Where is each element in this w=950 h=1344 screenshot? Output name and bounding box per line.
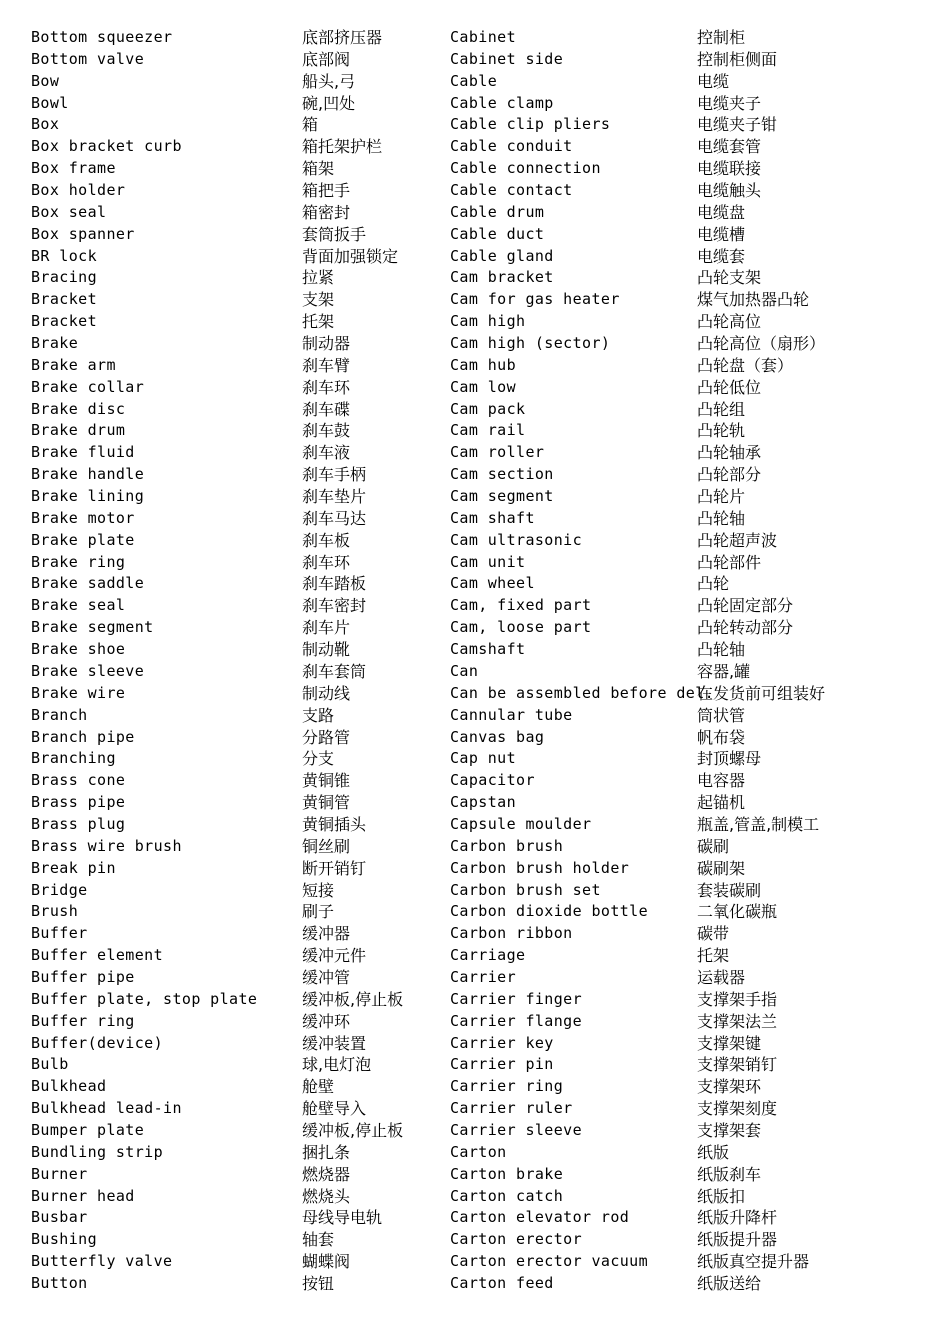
chinese-term-right: 筒状管 [697, 705, 746, 725]
chinese-term-left: 缓冲装置 [302, 1033, 367, 1053]
english-term-left: Box seal [31, 202, 107, 221]
glossary-row [0, 377, 950, 399]
english-term-right: Cam rail [450, 421, 526, 440]
english-term-right: Carbon brush set [450, 880, 601, 899]
english-term-right: Cam high [450, 312, 526, 331]
english-term-right: Capsule moulder [450, 814, 592, 833]
chinese-term-left: 制动器 [302, 334, 351, 354]
chinese-term-right: 凸轮转动部分 [697, 618, 794, 638]
chinese-term-left: 球,电灯泡 [302, 1055, 372, 1075]
chinese-term-right: 控制柜 [697, 28, 746, 47]
glossary-row [0, 923, 950, 945]
chinese-term-left: 制动靴 [302, 640, 351, 660]
english-term-right: Cable clip pliers [450, 115, 611, 134]
english-term-right: Carton catch [450, 1186, 564, 1205]
chinese-term-right: 起锚机 [697, 793, 746, 813]
glossary-row [0, 683, 950, 705]
chinese-term-right: 帆布袋 [697, 727, 746, 747]
glossary-row [0, 136, 950, 158]
chinese-term-left: 缓冲板,停止板 [302, 989, 404, 1009]
english-term-right: Carrier key [450, 1033, 554, 1052]
english-term-left: Bracket [31, 312, 98, 331]
chinese-term-left: 缓冲器 [302, 924, 351, 944]
english-term-left: Brass wire brush [31, 836, 182, 855]
english-term-left: Brake segment [31, 618, 154, 637]
english-term-right: Cap nut [450, 749, 517, 768]
english-term-right: Camshaft [450, 640, 526, 659]
english-term-right: Cam, fixed part [450, 596, 592, 615]
chinese-term-right: 凸轮低位 [697, 377, 762, 397]
chinese-term-left: 托架 [302, 312, 335, 332]
glossary-row [0, 792, 950, 814]
chinese-term-right: 凸轮轴 [697, 508, 746, 528]
chinese-term-left: 按钮 [302, 1273, 335, 1293]
english-term-left: BR lock [31, 246, 98, 265]
english-term-right: Carton erector vacuum [450, 1252, 649, 1271]
english-term-right: Carton brake [450, 1164, 564, 1183]
chinese-term-right: 凸轮支架 [697, 268, 762, 288]
english-term-right: Cam wheel [450, 574, 535, 593]
english-term-left: Bushing [31, 1230, 98, 1249]
english-term-left: Bundling strip [31, 1142, 164, 1161]
english-term-right: Cable drum [450, 202, 545, 221]
chinese-term-right: 电容器 [697, 771, 746, 791]
english-term-right: Cam high (sector) [450, 334, 611, 353]
chinese-term-left: 分路管 [302, 727, 351, 747]
chinese-term-right: 凸轮组 [697, 399, 746, 419]
chinese-term-right: 碳刷 [697, 836, 730, 856]
english-term-left: Brass cone [31, 771, 126, 790]
english-term-right: Cam bracket [450, 268, 554, 287]
glossary-row [0, 1142, 950, 1164]
glossary-row [0, 49, 950, 71]
chinese-term-right: 纸版真空提升器 [697, 1252, 810, 1272]
glossary-row [0, 420, 950, 442]
chinese-term-left: 缓冲元件 [302, 946, 367, 966]
english-term-left: Brake ring [31, 552, 126, 571]
chinese-term-left: 母线导电轨 [302, 1208, 383, 1228]
english-term-left: Break pin [31, 858, 116, 877]
glossary-row [0, 114, 950, 136]
chinese-term-left: 黄铜插头 [302, 814, 367, 834]
chinese-term-left: 船头,弓 [302, 71, 356, 91]
english-term-right: Cam for gas heater [450, 290, 620, 309]
chinese-term-left: 刹车密封 [302, 596, 367, 616]
chinese-term-left: 分支 [302, 749, 335, 769]
english-term-right: Cable clamp [450, 93, 554, 112]
chinese-term-left: 刹车液 [302, 443, 351, 463]
english-term-right: Cabinet side [450, 49, 564, 68]
chinese-term-right: 凸轮片 [697, 487, 746, 507]
chinese-term-right: 纸版送给 [697, 1273, 762, 1293]
chinese-term-left: 短接 [302, 880, 335, 900]
chinese-term-right: 纸版提升器 [697, 1230, 778, 1250]
english-term-right: Carbon brush [450, 836, 564, 855]
english-term-right: Cam unit [450, 552, 526, 571]
english-term-right: Cannular tube [450, 705, 573, 724]
english-term-left: Brake lining [31, 487, 145, 506]
english-term-right: Carbon brush holder [450, 858, 630, 877]
chinese-term-right: 运载器 [697, 967, 746, 987]
glossary-row [0, 1011, 950, 1033]
english-term-left: Branch [31, 705, 88, 724]
english-term-right: Carrier pin [450, 1055, 554, 1074]
english-term-left: Bowl [31, 93, 69, 112]
glossary-row [0, 901, 950, 923]
chinese-term-left: 蝴蝶阀 [302, 1252, 351, 1272]
chinese-term-left: 缓冲板,停止板 [302, 1120, 404, 1140]
english-term-left: Butterfly valve [31, 1252, 173, 1271]
chinese-term-right: 支撑架键 [697, 1033, 762, 1053]
chinese-term-right: 支撑架法兰 [697, 1011, 778, 1031]
english-term-right: Cam segment [450, 487, 554, 506]
chinese-term-left: 刹车马达 [302, 508, 367, 528]
chinese-term-right: 凸轮固定部分 [697, 596, 794, 616]
english-term-left: Bulb [31, 1055, 69, 1074]
chinese-term-right: 支撑架手指 [697, 989, 778, 1009]
chinese-term-left: 拉紧 [302, 268, 335, 288]
glossary-row [0, 202, 950, 224]
glossary-row [0, 158, 950, 180]
english-term-left: Buffer element [31, 946, 164, 965]
chinese-term-right: 电缆套管 [697, 137, 762, 157]
chinese-term-left: 燃烧头 [302, 1186, 351, 1206]
glossary-row [0, 224, 950, 246]
chinese-term-left: 箱架 [302, 159, 335, 179]
chinese-term-left: 刹车板 [302, 530, 351, 550]
glossary-row [0, 464, 950, 486]
glossary-row [0, 311, 950, 333]
english-term-left: Buffer pipe [31, 967, 135, 986]
english-term-left: Brake arm [31, 355, 116, 374]
glossary-row [0, 355, 950, 377]
glossary-row [0, 1054, 950, 1076]
english-term-left: Brake fluid [31, 443, 135, 462]
chinese-term-left: 制动线 [302, 683, 351, 703]
chinese-term-left: 背面加强锁定 [302, 246, 399, 266]
english-term-right: Carton erector [450, 1230, 583, 1249]
glossary-row [0, 858, 950, 880]
chinese-term-right: 凸轮高位（扇形） [697, 334, 826, 354]
glossary-row [0, 399, 950, 421]
english-term-right: Can [450, 661, 479, 680]
glossary-row [0, 1076, 950, 1098]
english-term-right: Cam pack [450, 399, 526, 418]
glossary-row [0, 989, 950, 1011]
english-term-right: Cam section [450, 465, 554, 484]
chinese-term-right: 凸轮部分 [697, 465, 762, 485]
glossary-row [0, 486, 950, 508]
glossary-row [0, 617, 950, 639]
chinese-term-right: 纸版 [697, 1142, 730, 1162]
glossary-row [0, 552, 950, 574]
chinese-term-right: 二氧化碳瓶 [697, 902, 778, 922]
english-term-right: Canvas bag [450, 727, 545, 746]
chinese-term-left: 箱 [302, 115, 319, 135]
chinese-term-left: 刹车套筒 [302, 661, 367, 681]
chinese-term-right: 电缆套 [697, 246, 746, 266]
glossary-row [0, 639, 950, 661]
chinese-term-left: 支路 [302, 705, 335, 725]
english-term-left: Buffer plate, stop plate [31, 989, 258, 1008]
english-term-right: Cam shaft [450, 508, 535, 527]
glossary-row [0, 93, 950, 115]
english-term-left: Box bracket curb [31, 137, 182, 156]
chinese-term-left: 刹车踏板 [302, 574, 367, 594]
glossary-row [0, 333, 950, 355]
chinese-term-right: 电缆槽 [697, 224, 746, 244]
chinese-term-right: 凸轮轴承 [697, 443, 762, 463]
glossary-row [0, 289, 950, 311]
glossary-row [0, 727, 950, 749]
glossary-row [0, 661, 950, 683]
chinese-term-left: 箱密封 [302, 202, 351, 222]
english-term-left: Bulkhead [31, 1077, 107, 1096]
english-term-right: Carrier finger [450, 989, 583, 1008]
glossary-row [0, 967, 950, 989]
chinese-term-right: 凸轮轨 [697, 421, 746, 441]
glossary-row [0, 573, 950, 595]
english-term-left: Branch pipe [31, 727, 135, 746]
glossary-row [0, 1098, 950, 1120]
english-term-right: Cam roller [450, 443, 545, 462]
glossary-row [0, 246, 950, 268]
chinese-term-left: 刹车环 [302, 552, 351, 572]
glossary-row [0, 1033, 950, 1055]
english-term-left: Brush [31, 902, 79, 921]
english-term-left: Button [31, 1273, 88, 1292]
english-term-right: Carton feed [450, 1273, 554, 1292]
chinese-term-right: 电缆 [697, 71, 730, 91]
chinese-term-right: 封顶螺母 [697, 749, 762, 769]
chinese-term-right: 支撑架套 [697, 1120, 762, 1140]
english-term-left: Bottom squeezer [31, 28, 173, 46]
english-term-right: Carrier sleeve [450, 1120, 583, 1139]
chinese-term-left: 黄铜锥 [302, 771, 351, 791]
glossary-row [0, 595, 950, 617]
english-term-right: Cable duct [450, 224, 545, 243]
glossary-row [0, 1120, 950, 1142]
glossary-row [0, 814, 950, 836]
glossary-row [0, 705, 950, 727]
glossary-row [0, 770, 950, 792]
chinese-term-left: 刹车碟 [302, 399, 351, 419]
glossary-row [0, 945, 950, 967]
chinese-term-left: 刹车鼓 [302, 421, 351, 441]
english-term-left: Bow [31, 71, 60, 90]
english-term-left: Buffer [31, 924, 88, 943]
english-term-left: Bracing [31, 268, 98, 287]
english-term-left: Brake disc [31, 399, 126, 418]
chinese-term-right: 凸轮轴 [697, 640, 746, 660]
chinese-term-right: 支撑架刻度 [697, 1099, 778, 1119]
chinese-term-left: 铜丝刷 [302, 836, 351, 856]
english-term-left: Brake sleeve [31, 661, 145, 680]
chinese-term-right: 纸版扣 [697, 1186, 746, 1206]
english-term-right: Cable conduit [450, 137, 573, 156]
chinese-term-left: 黄铜管 [302, 793, 351, 813]
english-term-right: Carton elevator rod [450, 1208, 630, 1227]
english-term-right: Cable [450, 71, 498, 90]
chinese-term-right: 电缆触头 [697, 181, 762, 201]
english-term-left: Brake handle [31, 465, 145, 484]
english-term-left: Bulkhead lead-in [31, 1099, 182, 1118]
glossary-row [0, 508, 950, 530]
chinese-term-left: 套筒扳手 [302, 224, 367, 244]
english-term-left: Bridge [31, 880, 88, 899]
english-term-right: Cable connection [450, 159, 601, 178]
chinese-term-left: 燃烧器 [302, 1164, 351, 1184]
glossary-row [0, 27, 950, 49]
english-term-left: Box [31, 115, 60, 134]
chinese-term-right: 纸版升降杆 [697, 1208, 778, 1228]
chinese-term-left: 刹车垫片 [302, 487, 367, 507]
english-term-right: Carbon dioxide bottle [450, 902, 649, 921]
chinese-term-right: 支撑架销钉 [697, 1055, 778, 1075]
chinese-term-right: 支撑架环 [697, 1077, 762, 1097]
english-term-right: Cam, loose part [450, 618, 592, 637]
english-term-left: Buffer ring [31, 1011, 135, 1030]
glossary-row [0, 836, 950, 858]
english-term-right: Cable gland [450, 246, 554, 265]
chinese-term-right: 凸轮部件 [697, 552, 762, 572]
english-term-right: Carton [450, 1142, 507, 1161]
english-term-left: Box spanner [31, 224, 135, 243]
english-term-right: Cabinet [450, 28, 517, 46]
english-term-left: Branching [31, 749, 116, 768]
chinese-term-right: 凸轮超声波 [697, 530, 778, 550]
chinese-term-left: 缓冲环 [302, 1011, 351, 1031]
chinese-term-right: 电缆夹子钳 [697, 115, 778, 135]
chinese-term-left: 碗,凹处 [302, 93, 356, 113]
chinese-term-right: 纸版刹车 [697, 1164, 762, 1184]
chinese-term-right: 控制柜侧面 [697, 49, 778, 69]
english-term-left: Box frame [31, 159, 116, 178]
english-term-right: Carrier ring [450, 1077, 564, 1096]
chinese-term-left: 刹车环 [302, 377, 351, 397]
chinese-term-left: 轴套 [302, 1230, 335, 1250]
english-term-right: Cable contact [450, 181, 573, 200]
english-term-right: Cam ultrasonic [450, 530, 583, 549]
english-term-right: Carbon ribbon [450, 924, 573, 943]
glossary-row [0, 1273, 950, 1295]
chinese-term-left: 舱壁导入 [302, 1099, 367, 1119]
chinese-term-left: 底部阀 [302, 49, 351, 69]
english-term-left: Brass pipe [31, 793, 126, 812]
chinese-term-right: 容器,罐 [697, 661, 751, 681]
english-term-left: Brass plug [31, 814, 126, 833]
glossary-row [0, 180, 950, 202]
chinese-term-right: 碳带 [697, 924, 730, 944]
chinese-term-right: 电缆联接 [697, 159, 762, 179]
glossary-row [0, 530, 950, 552]
chinese-term-left: 舱壁 [302, 1077, 335, 1097]
english-term-right: Carrier ruler [450, 1099, 573, 1118]
chinese-term-right: 凸轮高位 [697, 312, 762, 332]
english-term-right: Carrier flange [450, 1011, 583, 1030]
chinese-term-left: 刹车手柄 [302, 465, 367, 485]
english-term-left: Brake collar [31, 377, 145, 396]
glossary-page [0, 27, 950, 1295]
chinese-term-right: 电缆盘 [697, 202, 746, 222]
english-term-left: Bumper plate [31, 1120, 145, 1139]
chinese-term-right: 瓶盖,管盖,制模工 [697, 814, 820, 834]
chinese-term-left: 支架 [302, 290, 335, 310]
chinese-term-left: 刹车臂 [302, 355, 351, 375]
chinese-term-right: 碳刷架 [697, 858, 746, 878]
chinese-term-right: 电缆夹子 [697, 93, 762, 113]
english-term-left: Brake wire [31, 683, 126, 702]
chinese-term-right: 煤气加热器凸轮 [697, 290, 810, 310]
english-term-left: Brake [31, 334, 79, 353]
glossary-row [0, 1186, 950, 1208]
chinese-term-left: 刷子 [302, 902, 335, 922]
glossary-row [0, 880, 950, 902]
english-term-right: Can be assembled before del. [450, 683, 715, 702]
english-term-left: Brake seal [31, 596, 126, 615]
chinese-term-left: 断开销钉 [302, 858, 367, 878]
english-term-left: Brake drum [31, 421, 126, 440]
english-term-left: Brake plate [31, 530, 135, 549]
glossary-row [0, 1207, 950, 1229]
english-term-left: Brake shoe [31, 640, 126, 659]
glossary-row [0, 1229, 950, 1251]
english-term-left: Bottom valve [31, 49, 145, 68]
english-term-left: Box holder [31, 181, 126, 200]
english-term-right: Cam hub [450, 355, 517, 374]
english-term-left: Bracket [31, 290, 98, 309]
chinese-term-left: 箱托架护栏 [302, 137, 383, 157]
english-term-right: Carrier [450, 967, 517, 986]
english-term-left: Burner [31, 1164, 88, 1183]
english-term-right: Cam low [450, 377, 517, 396]
chinese-term-left: 底部挤压器 [302, 28, 383, 47]
chinese-term-right: 凸轮 [697, 574, 730, 594]
chinese-term-left: 捆扎条 [302, 1142, 351, 1162]
glossary-row [0, 1251, 950, 1273]
chinese-term-left: 刹车片 [302, 618, 351, 638]
english-term-right: Capstan [450, 793, 517, 812]
chinese-term-right: 凸轮盘（套） [697, 355, 794, 375]
english-term-left: Burner head [31, 1186, 135, 1205]
glossary-row [0, 748, 950, 770]
english-term-left: Brake saddle [31, 574, 145, 593]
english-term-right: Capacitor [450, 771, 535, 790]
glossary-row [0, 1164, 950, 1186]
glossary-row [0, 442, 950, 464]
chinese-term-right: 托架 [697, 946, 730, 966]
chinese-term-left: 箱把手 [302, 181, 351, 201]
chinese-term-right: 套装碳刷 [697, 880, 762, 900]
glossary-row [0, 71, 950, 93]
english-term-right: Carriage [450, 946, 526, 965]
glossary-row [0, 267, 950, 289]
english-term-left: Busbar [31, 1208, 88, 1227]
chinese-term-left: 缓冲管 [302, 967, 351, 987]
chinese-term-right: 在发货前可组装好 [697, 683, 826, 703]
english-term-left: Buffer(device) [31, 1033, 164, 1052]
english-term-left: Brake motor [31, 508, 135, 527]
